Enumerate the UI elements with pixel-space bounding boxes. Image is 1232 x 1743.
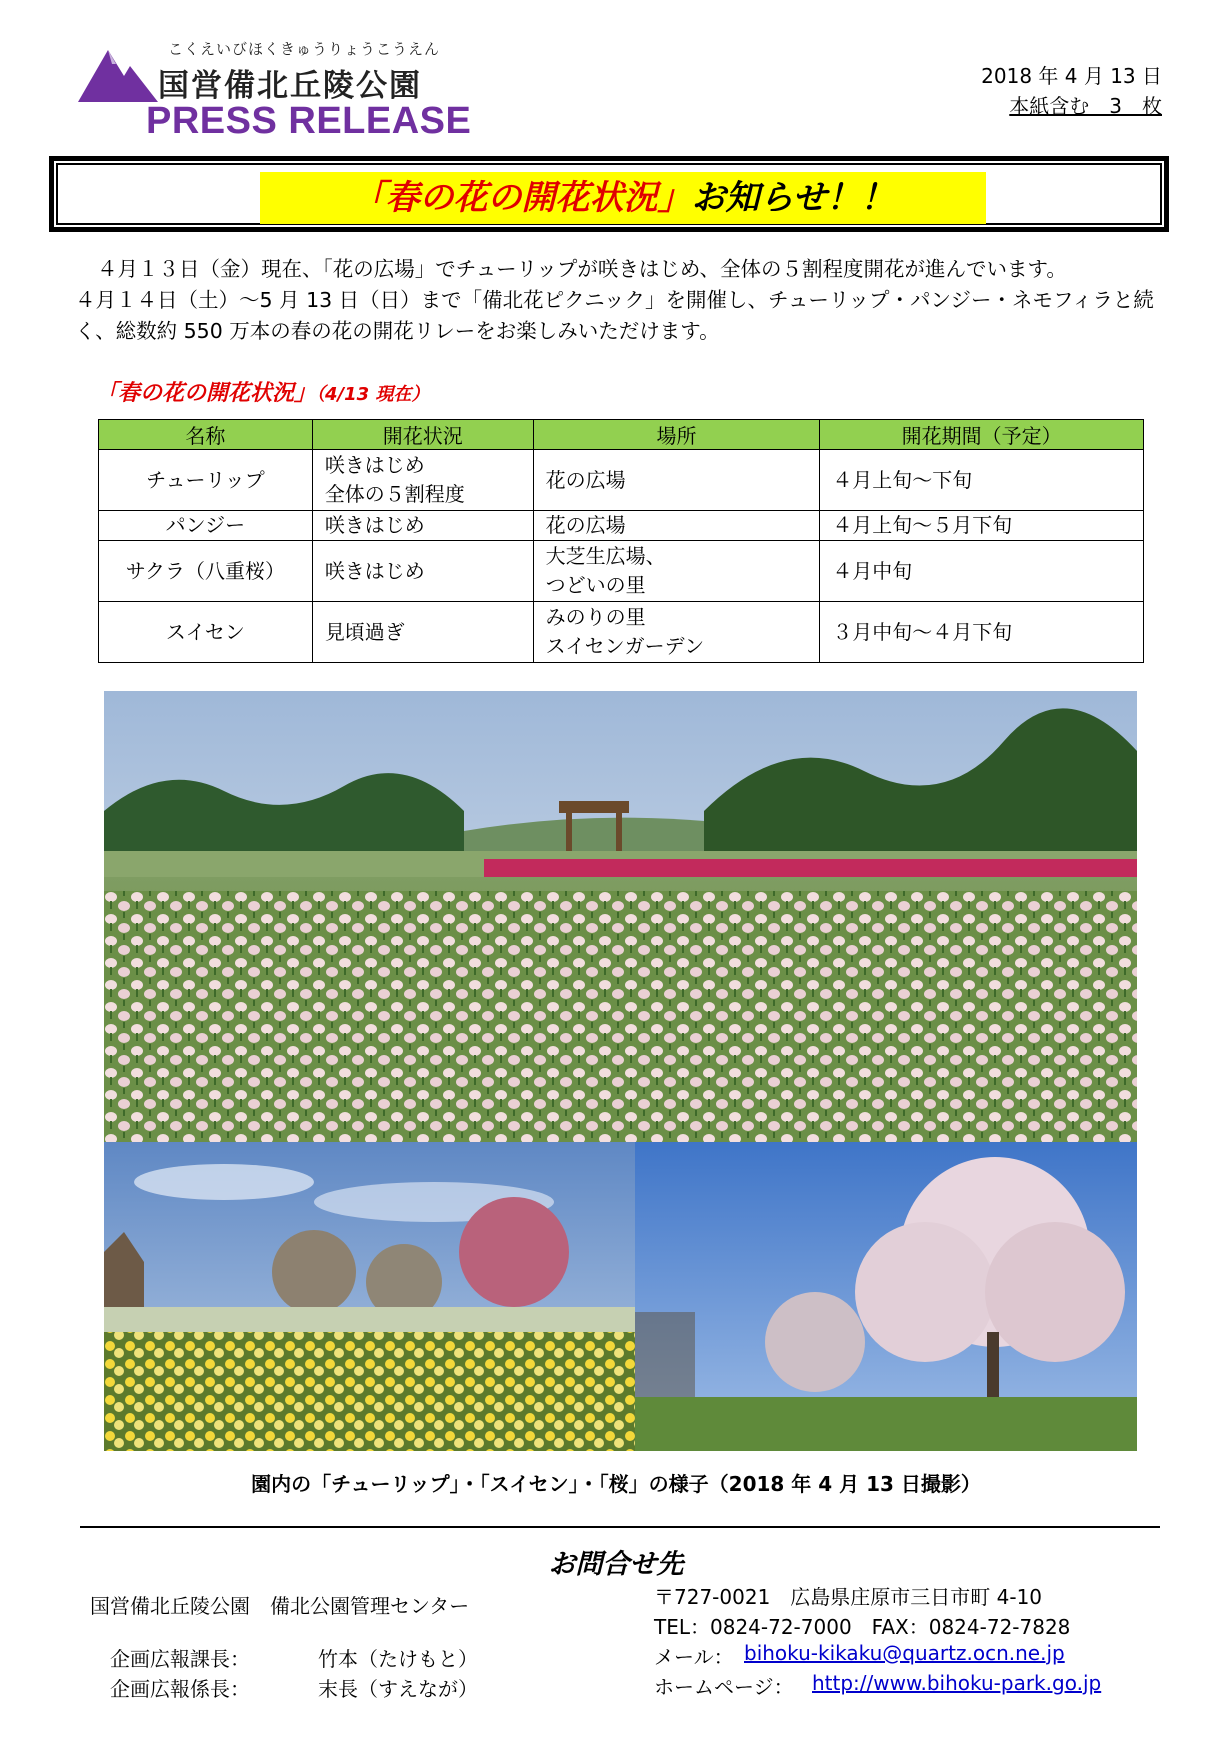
flower-name: サクラ（八重桜） xyxy=(99,541,313,602)
logo-ruby-text: こくえいびほくきゅうりょうこうえん xyxy=(168,40,441,58)
organization-name: 国営備北丘陵公園 備北公園管理センター xyxy=(90,1594,470,1618)
column-header: 開花期間（予定） xyxy=(820,420,1144,450)
bloom-period: ３月中旬～４月下旬 xyxy=(820,602,1144,663)
page-count-note: 本紙含む 3 枚 xyxy=(1009,94,1162,118)
footer-divider xyxy=(80,1526,1160,1528)
flower-name: スイセン xyxy=(99,602,313,663)
contact-heading: お問合せ先 xyxy=(548,1549,684,1580)
email-link[interactable]: bihoku-kikaku@quartz.ocn.ne.jp xyxy=(744,1641,1065,1665)
bloom-period: ４月上旬～下旬 xyxy=(820,450,1144,511)
bloom-status-table xyxy=(98,419,1144,663)
staff-role: 企画広報係長： xyxy=(110,1677,250,1701)
intro-text xyxy=(75,254,1160,347)
page-title-suffix: お知らせ！！ xyxy=(691,178,895,218)
release-date: 2018 年 4 月 13 日 xyxy=(981,64,1162,88)
intro-paragraph-2: ４月１４日（土）～5 月 13 日（日）まで「備北花ピクニック」を開催し、チューリップ・パンジー・ネモフィラと続く、総数約 550 万本の春の花の開花リレーをお楽しみいただけます。 xyxy=(75,288,1154,343)
press-release-label: PRESS RELEASE xyxy=(146,100,472,142)
section-heading-date: （4/13 現在） xyxy=(316,384,430,405)
page-title-main: 「春の花の開花状況」 xyxy=(351,178,692,218)
flower-name: チューリップ xyxy=(99,450,313,511)
flower-name: パンジー xyxy=(99,511,313,541)
column-header: 場所 xyxy=(533,420,820,450)
bloom-status: 咲きはじめ xyxy=(312,511,533,541)
bloom-location: 花の広場 xyxy=(533,450,820,511)
intro-paragraph-1: ４月１３日（金）現在、「花の広場」でチューリップが咲きはじめ、全体の５割程度開花が進んでいます。 xyxy=(97,257,1067,281)
email-label: メール： xyxy=(654,1645,734,1669)
bloom-status: 咲きはじめ xyxy=(312,541,533,602)
postal-address: 〒727-0021 広島県庄原市三日市町 4-10 xyxy=(654,1585,1043,1609)
bloom-location: 大芝生広場、 つどいの里 xyxy=(533,541,820,602)
table-header-row xyxy=(99,420,1144,450)
bloom-location: 花の広場 xyxy=(533,511,820,541)
homepage-label: ホームページ： xyxy=(654,1675,794,1699)
bloom-period: ４月上旬～５月下旬 xyxy=(820,511,1144,541)
staff-name: 末長（すえなが） xyxy=(318,1677,478,1701)
phone-fax: TEL：0824-72-7000 FAX：0824-72-7828 xyxy=(654,1615,1071,1639)
photo-caption: 園内の「チューリップ」・「スイセン」・「桜」の様子（2018 年 4 月 13 日撮影） xyxy=(251,1472,981,1496)
column-header: 開花状況 xyxy=(312,420,533,450)
column-header: 名称 xyxy=(99,420,313,450)
section-heading xyxy=(96,376,429,407)
cherry-blossom-photo xyxy=(635,1142,1137,1451)
daffodil-photo xyxy=(104,1142,635,1451)
staff-name: 竹本（たけもと） xyxy=(318,1647,478,1671)
section-heading-title: 「春の花の開花状況」 xyxy=(96,381,317,406)
tulip-field-photo xyxy=(104,691,1137,1142)
table-row xyxy=(99,602,1144,663)
table-row xyxy=(99,511,1144,541)
park-name-logo: 国営備北丘陵公園 xyxy=(158,68,422,104)
homepage-link[interactable]: http://www.bihoku-park.go.jp xyxy=(812,1671,1102,1695)
table-row xyxy=(99,541,1144,602)
page-title xyxy=(260,172,986,224)
bloom-location: みのりの里 スイセンガーデン xyxy=(533,602,820,663)
park-logo-mark xyxy=(78,44,158,102)
staff-role: 企画広報課長： xyxy=(110,1647,250,1671)
bloom-period: ４月中旬 xyxy=(820,541,1144,602)
bloom-status: 咲きはじめ 全体の５割程度 xyxy=(312,450,533,511)
bloom-status: 見頃過ぎ xyxy=(312,602,533,663)
table-row xyxy=(99,450,1144,511)
